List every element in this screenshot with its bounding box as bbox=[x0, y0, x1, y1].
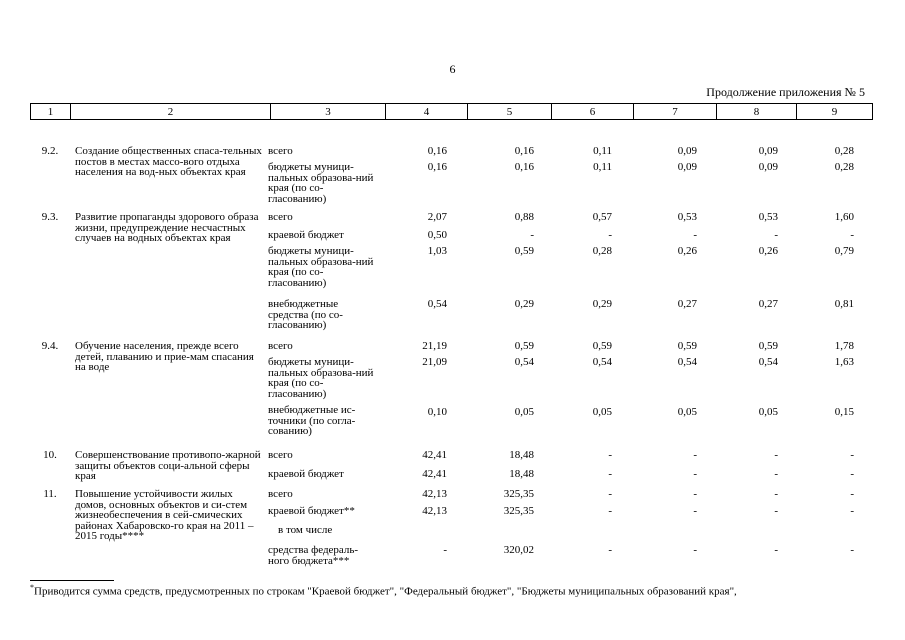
subrow bbox=[30, 489, 872, 506]
value-col9: - bbox=[850, 449, 854, 461]
value-col8: 0,05 bbox=[758, 406, 778, 418]
value-col5: 0,54 bbox=[514, 356, 534, 368]
value-col8: 0,59 bbox=[758, 340, 778, 352]
row-number: 11. bbox=[43, 488, 57, 500]
funding-source: бюджеты муници-пальных образова-ний края (по со-гласованию) bbox=[268, 245, 374, 289]
header-cell: 8 bbox=[717, 104, 797, 120]
funding-source: всего bbox=[268, 145, 293, 157]
value-col7: 0,09 bbox=[677, 161, 697, 173]
subrow bbox=[30, 450, 872, 469]
value-col6: 0,11 bbox=[593, 145, 612, 157]
subrow bbox=[30, 212, 872, 230]
subrow bbox=[30, 405, 872, 450]
value-col6: 0,29 bbox=[592, 298, 612, 310]
funding-source: краевой бюджет bbox=[268, 229, 344, 241]
header-cell: 5 bbox=[468, 104, 552, 120]
subrow bbox=[30, 469, 872, 489]
footnote-divider bbox=[30, 580, 114, 581]
row-number: 9.3. bbox=[41, 211, 59, 223]
value-col8: 0,09 bbox=[758, 161, 778, 173]
value-col7: 0,26 bbox=[677, 245, 697, 257]
value-col9: - bbox=[850, 505, 854, 517]
header-cell: 1 bbox=[31, 104, 71, 120]
value-col7: 0,27 bbox=[677, 298, 697, 310]
value-col8: - bbox=[774, 468, 778, 480]
value-col4: 1,03 bbox=[427, 245, 447, 257]
header-cell: 7 bbox=[634, 104, 717, 120]
column-number-header bbox=[30, 103, 873, 120]
value-col9: 0,81 bbox=[834, 298, 854, 310]
value-col6: - bbox=[608, 505, 612, 517]
value-col9: 1,60 bbox=[834, 211, 854, 223]
value-col7: 0,09 bbox=[677, 145, 697, 157]
funding-source: в том числе bbox=[278, 524, 333, 536]
value-col4: 2,07 bbox=[427, 211, 447, 223]
value-col9: - bbox=[850, 468, 854, 480]
funding-source: бюджеты муници-пальных образова-ний края (по со-гласованию) bbox=[268, 356, 374, 400]
value-col6: - bbox=[608, 488, 612, 500]
row-title: Создание общественных спаса-тельных постов в местах массо-вого отдыха населения на вод-ных объектах края bbox=[75, 145, 262, 178]
value-col4: 21,19 bbox=[422, 340, 447, 352]
continuation-label: Продолжение приложения № 5 bbox=[706, 85, 865, 99]
footnote bbox=[30, 583, 737, 598]
value-col5: 0,59 bbox=[514, 245, 534, 257]
value-col7: - bbox=[693, 449, 697, 461]
value-col7: - bbox=[693, 505, 697, 517]
table-row bbox=[30, 146, 872, 212]
row-title: Обучение населения, прежде всего детей, плаванию и прие-мам спасания на воде bbox=[75, 340, 254, 373]
subrow bbox=[30, 357, 872, 405]
subrow bbox=[30, 162, 872, 212]
value-col4: 42,41 bbox=[422, 449, 447, 461]
value-col5: 325,35 bbox=[503, 488, 534, 500]
value-col4: 42,13 bbox=[422, 488, 447, 500]
value-col6: - bbox=[608, 449, 612, 461]
row-number: 10. bbox=[43, 449, 57, 461]
value-col8: 0,54 bbox=[758, 356, 778, 368]
row-title: Повышение устойчивости жилых домов, основных объектов и си-стем жизнеобеспечения в сей-смических районах Хабаровско-го края на 2011 – 2015 годы**** bbox=[75, 488, 254, 542]
value-col6: - bbox=[608, 468, 612, 480]
value-col6: 0,57 bbox=[592, 211, 612, 223]
value-col5: 325,35 bbox=[503, 505, 534, 517]
funding-source: всего bbox=[268, 211, 293, 223]
header-cell: 2 bbox=[71, 104, 271, 120]
funding-source: всего bbox=[268, 488, 293, 500]
value-col8: 0,27 bbox=[758, 298, 778, 310]
value-col8: - bbox=[774, 505, 778, 517]
footnote-text: Приводится сумма средств, предусмотренных по строкам "Краевой бюджет", "Федеральный бюджет", "Бюджеты муниципальных образований края", bbox=[34, 585, 737, 598]
value-col7: 0,05 bbox=[677, 406, 697, 418]
value-col9: 0,79 bbox=[834, 245, 854, 257]
value-col7: - bbox=[693, 544, 697, 556]
funding-source: внебюджетные ис-точники (по согла-сованию) bbox=[268, 404, 356, 437]
value-col6: - bbox=[608, 229, 612, 241]
funding-source: всего bbox=[268, 449, 293, 461]
value-col5: 0,59 bbox=[514, 340, 534, 352]
table-row bbox=[30, 489, 872, 574]
value-col9: - bbox=[850, 229, 854, 241]
row-title: Развитие пропаганды здорового образа жизни, предупреждение несчастных случаев на водных объектах края bbox=[75, 211, 259, 244]
header-cell: 4 bbox=[386, 104, 468, 120]
row-number: 9.4. bbox=[41, 340, 59, 352]
value-col8: 0,26 bbox=[758, 245, 778, 257]
value-col9: 1,63 bbox=[834, 356, 854, 368]
value-col4: - bbox=[443, 544, 447, 556]
funding-source: краевой бюджет bbox=[268, 468, 344, 480]
subrow bbox=[30, 341, 872, 357]
subrow bbox=[30, 545, 872, 570]
value-col5: 0,29 bbox=[514, 298, 534, 310]
table-row bbox=[30, 341, 872, 450]
funding-source: внебюджетные средства (по со-гласованию) bbox=[268, 298, 343, 331]
value-col9: 0,28 bbox=[834, 161, 854, 173]
subrow bbox=[30, 146, 872, 162]
row-number: 9.2. bbox=[41, 145, 59, 157]
value-col5: 320,02 bbox=[503, 544, 534, 556]
value-col6: 0,28 bbox=[592, 245, 612, 257]
value-col4: 0,16 bbox=[427, 145, 447, 157]
value-col4: 0,10 bbox=[427, 406, 447, 418]
value-col6: 0,59 bbox=[592, 340, 612, 352]
subrow bbox=[30, 230, 872, 246]
funding-source: средства федераль-ного бюджета*** bbox=[268, 544, 359, 567]
value-col7: - bbox=[693, 488, 697, 500]
value-col5: 0,88 bbox=[514, 211, 534, 223]
value-col7: 0,59 bbox=[677, 340, 697, 352]
value-col5: 18,48 bbox=[509, 468, 534, 480]
value-col5: 0,05 bbox=[514, 406, 534, 418]
value-col4: 0,16 bbox=[427, 161, 447, 173]
value-col4: 42,41 bbox=[422, 468, 447, 480]
value-col4: 21,09 bbox=[422, 356, 447, 368]
value-col9: - bbox=[850, 488, 854, 500]
value-col7: 0,54 bbox=[677, 356, 697, 368]
value-col4: 0,50 bbox=[427, 229, 447, 241]
value-col9: - bbox=[850, 544, 854, 556]
subrow bbox=[30, 246, 872, 299]
footnote-mark: * bbox=[30, 583, 34, 592]
page-number: 6 bbox=[449, 62, 456, 76]
value-col8: 0,53 bbox=[758, 211, 778, 223]
header-cell: 6 bbox=[552, 104, 634, 120]
value-col8: - bbox=[774, 488, 778, 500]
subrow bbox=[30, 525, 872, 545]
subrow bbox=[30, 299, 872, 341]
table-body bbox=[30, 146, 872, 574]
value-col6: 0,05 bbox=[592, 406, 612, 418]
value-col6: 0,54 bbox=[592, 356, 612, 368]
value-col5: - bbox=[530, 229, 534, 241]
value-col9: 0,28 bbox=[834, 145, 854, 157]
value-col9: 0,15 bbox=[834, 406, 854, 418]
table-row bbox=[30, 212, 872, 341]
value-col4: 0,54 bbox=[427, 298, 447, 310]
value-col5: 0,16 bbox=[514, 161, 534, 173]
funding-source: бюджеты муници-пальных образова-ний края (по со-гласованию) bbox=[268, 161, 374, 205]
value-col6: 0,11 bbox=[593, 161, 612, 173]
header-cell: 3 bbox=[271, 104, 386, 120]
value-col6: - bbox=[608, 544, 612, 556]
value-col8: - bbox=[774, 449, 778, 461]
value-col4: 42,13 bbox=[422, 505, 447, 517]
subrow bbox=[30, 506, 872, 525]
value-col7: 0,53 bbox=[677, 211, 697, 223]
value-col5: 18,48 bbox=[509, 449, 534, 461]
value-col7: - bbox=[693, 229, 697, 241]
row-title: Совершенствование противопо-жарной защиты объектов соци-альной сферы края bbox=[75, 449, 261, 482]
table-row bbox=[30, 450, 872, 489]
value-col5: 0,16 bbox=[514, 145, 534, 157]
header-cell: 9 bbox=[797, 104, 873, 120]
value-col7: - bbox=[693, 468, 697, 480]
value-col9: 1,78 bbox=[834, 340, 854, 352]
value-col8: - bbox=[774, 229, 778, 241]
funding-source: краевой бюджет** bbox=[268, 505, 355, 517]
funding-source: всего bbox=[268, 340, 293, 352]
value-col8: 0,09 bbox=[758, 145, 778, 157]
value-col8: - bbox=[774, 544, 778, 556]
